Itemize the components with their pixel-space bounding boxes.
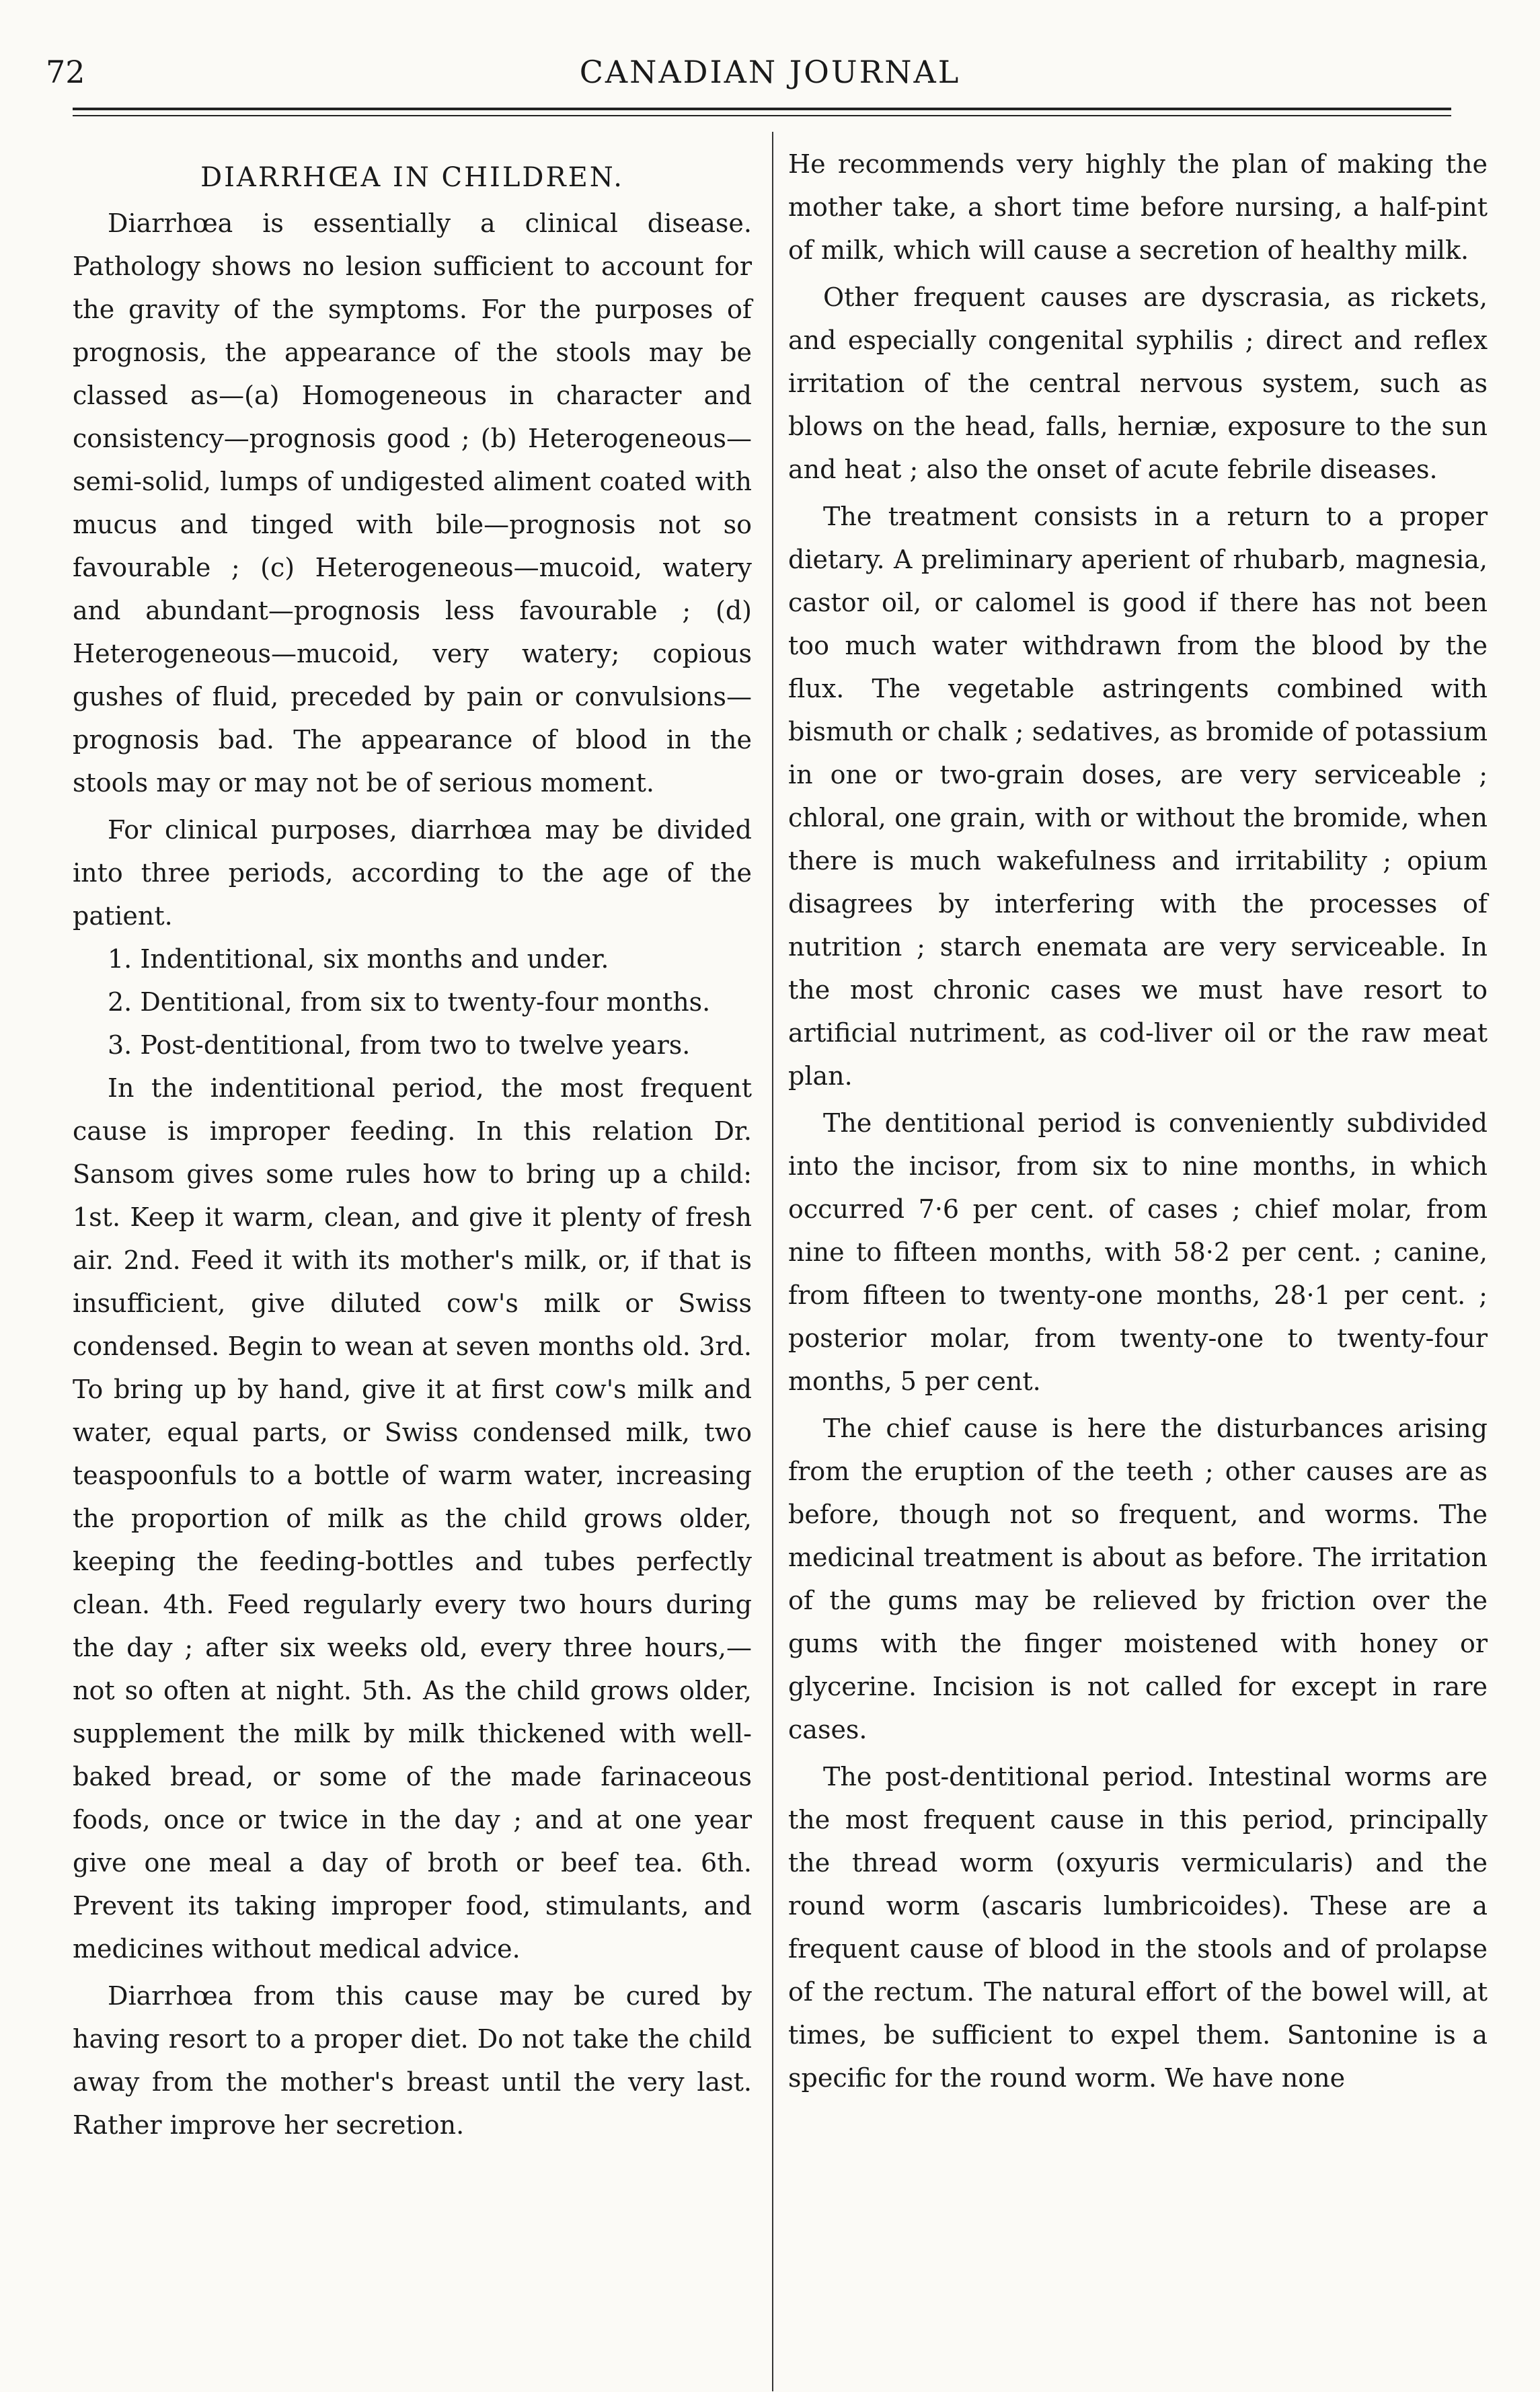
header-rule-thick — [73, 108, 1451, 110]
paragraph: He recommends very highly the plan of making the mother take, a short time before nursing, a half-pint of milk, which will cause a secretion of healthy milk. — [788, 149, 1488, 265]
column-divider — [772, 132, 773, 2391]
paragraph: The post-dentitional period. Intestinal worms are the most frequent cause in this period, principally the thread worm (oxyuris vermicularis) and the round worm (ascaris lumbricoides). These are a frequent cause of blood in the stools and of prolapse of the rectum. The natural effort of the bowel will, at times, be sufficient to expel them. Santonine is a specific for the round worm. We have none — [788, 1762, 1488, 2093]
paragraph: The chief cause is here the disturbances arising from the eruption of the teeth ; other causes are as before, though not so frequent, and worms. The medicinal treatment is about as before. The irritation of the gums may be relieved by friction over the gums with the finger moistened with honey or glycerine. Incision is not called for except in rare cases. — [788, 1414, 1488, 1744]
period-list — [73, 937, 752, 1067]
right-column — [788, 143, 1488, 2099]
header-rule-thin — [73, 115, 1451, 116]
paragraph: Other frequent causes are dyscrasia, as rickets, and especially congenital syphilis ; direct and reflex irritation of the central nervous system, such as blows on the head, falls, herniæ, exposure to the sun and heat ; also the onset of acute febrile diseases. — [788, 282, 1488, 484]
left-column — [73, 143, 752, 2147]
paragraph: Diarrhœa is essentially a clinical disease. Pathology shows no lesion sufficient to account for the gravity of the symptoms. For the purposes of prognosis, the appearance of the stools may be classed as—(a) Homogeneous in character and consistency—prognosis good ; (b) Heterogeneous—semi-solid, lumps of undigested aliment coated with mucus and tinged with bile—prognosis not so favourable ; (c) Heterogeneous—mucoid, watery and abundant—prognosis less favourable ; (d) Heterogeneous—mucoid, very watery; copious gushes of fluid, preceded by pain or convulsions—prognosis bad. The appearance of blood in the stools may or may not be of serious moment. — [73, 208, 752, 798]
running-title: CANADIAN JOURNAL — [579, 54, 961, 90]
list-item: 3. Post-dentitional, from two to twelve years. — [108, 1030, 691, 1060]
article-heading: DIARRHŒA IN CHILDREN. — [200, 162, 624, 193]
paragraph: In the indentitional period, the most frequent cause is improper feeding. In this relation Dr. Sansom gives some rules how to bring up a child: 1st. Keep it warm, clean, and give it plenty of fresh air. 2nd. Feed it with its mother's milk, or, if that is insufficient, give diluted cow's milk or Swiss condensed. Begin to wean at seven months old. 3rd. To bring up by hand, give it at first cow's milk and water, equal parts, or Swiss condensed milk, two teaspoonfuls to a bottle of warm water, increasing the proportion of milk as the child grows older, keeping the feeding-bottles and tubes perfectly clean. 4th. Feed regularly every two hours during the day ; after six weeks old, every three hours,—not so often at night. 5th. As the child grows older, supplement the milk by milk thickened with well-baked bread, or some of the made farinaceous foods, once or twice in the day ; and at one year give one meal a day of broth or beef tea. 6th. Prevent its taking improper food, stimulants, and medicines without medical advice. — [73, 1073, 752, 1964]
page-number: 72 — [46, 54, 85, 90]
paragraph: Diarrhœa from this cause may be cured by having resort to a proper diet. Do not take the child away from the mother's breast until the very last. Rather improve her secretion. — [73, 1981, 752, 2140]
paragraph: For clinical purposes, diarrhœa may be divided into three periods, according to the age of the patient. — [73, 815, 752, 931]
list-item: 2. Dentitional, from six to twenty-four months. — [108, 987, 711, 1017]
list-item: 1. Indentitional, six months and under. — [108, 944, 609, 974]
paragraph: The treatment consists in a return to a proper dietary. A preliminary aperient of rhubarb, magnesia, castor oil, or calomel is good if there has not been too much water withdrawn from the blood by the flux. The vegetable astringents combined with bismuth or chalk ; sedatives, as bromide of potassium in one or two-grain doses, are very serviceable ; chloral, one grain, with or without the bromide, when there is much wakefulness and irritability ; opium disagrees by interfering with the processes of nutrition ; starch enemata are very serviceable. In the most chronic cases we must have resort to artificial nutriment, as cod-liver oil or the raw meat plan. — [788, 502, 1488, 1091]
paragraph: The dentitional period is conveniently subdivided into the incisor, from six to nine months, in which occurred 7·6 per cent. of cases ; chief molar, from nine to fifteen months, with 58·2 per cent. ; canine, from fifteen to twenty-one months, 28·1 per cent. ; posterior molar, from twenty-one to twenty-four months, 5 per cent. — [788, 1108, 1488, 1396]
